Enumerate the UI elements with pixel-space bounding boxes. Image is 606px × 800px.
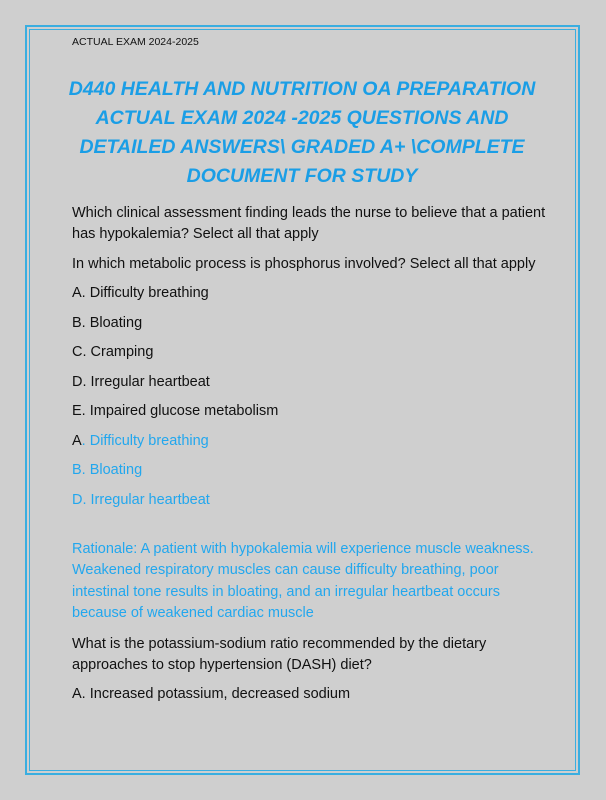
- option-b: B. Bloating: [72, 314, 143, 331]
- option-a: A. Difficulty breathing: [72, 285, 209, 301]
- question-2: In which metabolic process is phosphorus involved? Select all that apply: [72, 255, 536, 272]
- answer-b: B. Bloating: [72, 462, 143, 478]
- answer-a-letter: A: [72, 432, 82, 449]
- rationale: Rationale: A patient with hypokalemia will experience muscle weakness. Weakened respiratory muscles can cause difficulty breathing, poor intestinal tone results in bloating, and an irregular heartbeat occurs because of weakened cardiac muscle: [72, 540, 534, 621]
- document-page: [68, 36, 552, 714]
- option-c: C. Cramping: [72, 344, 154, 360]
- document-title: D440 HEALTH AND NUTRITION OA PREPARATION ACTUAL EXAM 2024 -2025 QUESTIONS AND DETAILED ANSWERS\ GRADED A+ \COMPLETE DOCUMENT FOR STUDY: [68, 78, 536, 187]
- question-3: What is the potassium-sodium ratio recommended by the dietary approaches to stop hypertension (DASH) diet?: [72, 635, 487, 673]
- question-1: Which clinical assessment finding leads the nurse to believe that a patient has hypokalemia? Select all that apply: [72, 205, 546, 242]
- option-e: E. Impaired glucose metabolism: [72, 403, 279, 419]
- running-header: ACTUAL EXAM 2024-2025: [72, 36, 199, 48]
- answer-a-text: . Difficulty breathing: [81, 432, 209, 449]
- question-3-option-a: A. Increased potassium, decreased sodium: [72, 686, 351, 702]
- answer-a: [72, 431, 552, 452]
- option-d: D. Irregular heartbeat: [72, 373, 210, 390]
- answer-d: D. Irregular heartbeat: [72, 491, 210, 508]
